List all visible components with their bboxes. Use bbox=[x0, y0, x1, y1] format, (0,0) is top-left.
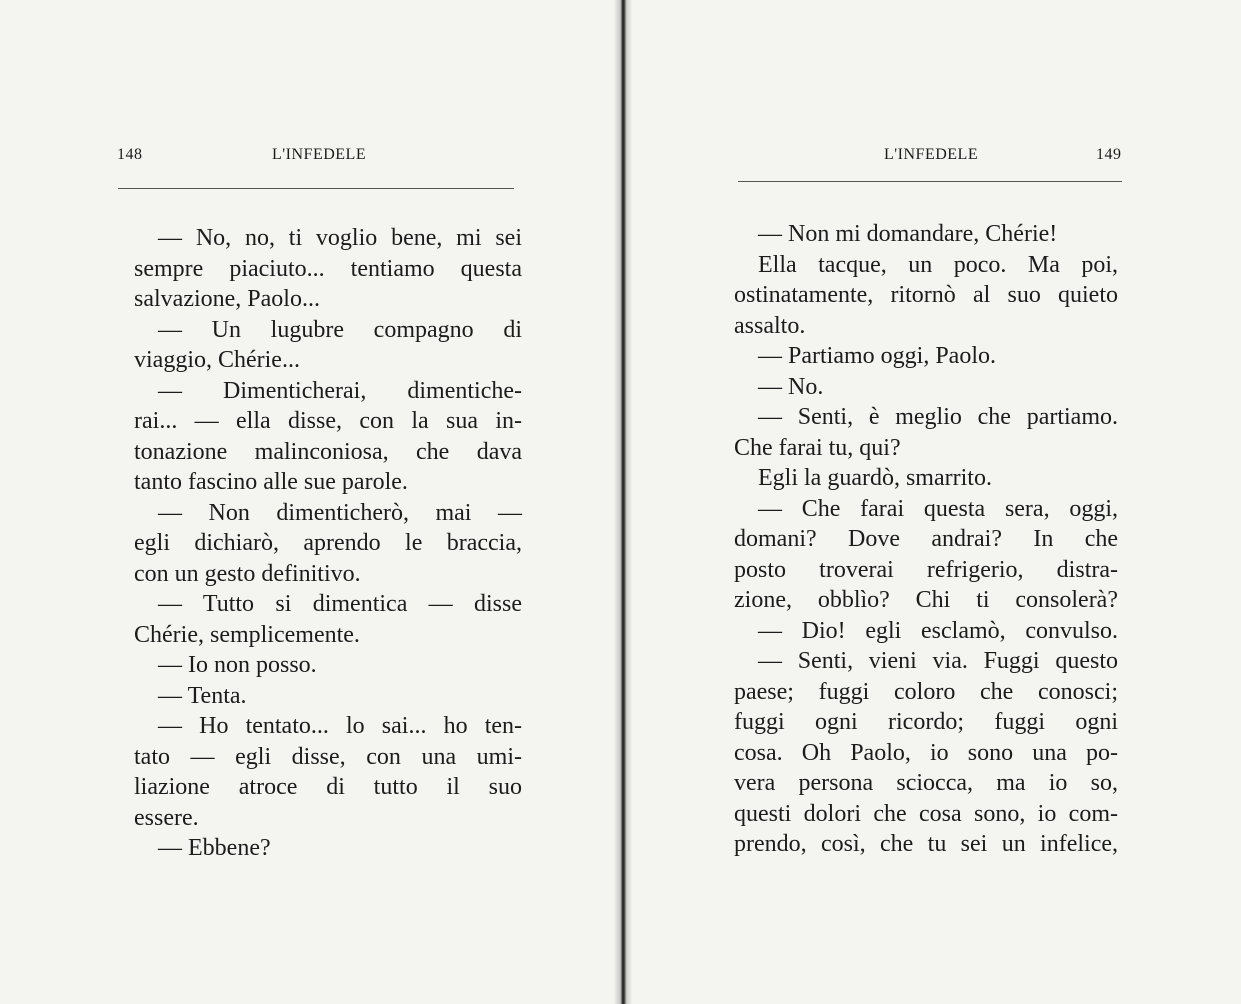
text-line: — Non mi domandare, Chérie! bbox=[758, 221, 1058, 247]
right-text-block bbox=[734, 219, 1118, 860]
text-line: — Tutto si dimentica — disse bbox=[158, 591, 522, 617]
book-gutter bbox=[614, 0, 632, 1004]
text-line: — No. bbox=[758, 373, 824, 400]
text-line: — Dimenticherai, dimentiche- bbox=[158, 377, 522, 404]
right-page-number: 149 bbox=[1096, 146, 1122, 163]
text-line: essere. bbox=[134, 804, 199, 831]
text-line: viaggio, Chérie... bbox=[134, 347, 300, 373]
text-line: Chérie, semplicemente. bbox=[134, 621, 360, 648]
text-line: salvazione, Paolo... bbox=[134, 286, 320, 312]
text-line: zione, obblìo? Chi ti consolerà? bbox=[734, 587, 1118, 613]
text-line: fuggi ogni ricordo; fuggi ogni bbox=[734, 709, 1118, 735]
text-line: — Senti, è meglio che partiamo. bbox=[758, 404, 1118, 430]
right-running-title: L'INFEDELE bbox=[884, 146, 979, 163]
text-line: Ella tacque, un poco. Ma poi, bbox=[758, 251, 1118, 278]
text-line: questi dolori che cosa sono, io com- bbox=[734, 800, 1118, 827]
text-line: — No, no, ti voglio bene, mi sei bbox=[158, 225, 522, 251]
text-line: tanto fascino alle sue parole. bbox=[134, 469, 408, 495]
left-page-number: 148 bbox=[117, 146, 143, 163]
text-line: posto troverai refrigerio, distra- bbox=[734, 556, 1118, 583]
text-line: — Io non posso. bbox=[158, 652, 317, 678]
text-line: — Ebbene? bbox=[158, 835, 271, 861]
text-line: cosa. Oh Paolo, io sono una po- bbox=[734, 739, 1118, 766]
text-line: — Senti, vieni via. Fuggi questo bbox=[758, 648, 1118, 674]
text-line: vera persona sciocca, ma io so, bbox=[734, 770, 1118, 796]
text-line: sempre piaciuto... tentiamo questa bbox=[134, 255, 522, 282]
text-line: Egli la guardò, smarrito. bbox=[758, 465, 992, 491]
text-line: — Tenta. bbox=[158, 682, 247, 709]
text-line: assalto. bbox=[734, 312, 806, 339]
text-line: domani? Dove andrai? In che bbox=[734, 526, 1118, 552]
text-line: — Partiamo oggi, Paolo. bbox=[758, 343, 996, 369]
right-header-rule bbox=[738, 181, 1122, 182]
text-line: — Ho tentato... lo sai... ho ten- bbox=[158, 713, 522, 739]
text-line: ostinatamente, ritornò al suo quieto bbox=[734, 282, 1118, 308]
left-header-rule bbox=[118, 188, 514, 189]
text-line: — Dio! egli esclamò, convulso. bbox=[758, 617, 1118, 644]
text-line: rai... — ella disse, con la sua in- bbox=[134, 408, 522, 434]
text-line: liazione atroce di tutto il suo bbox=[134, 774, 522, 800]
left-text-block bbox=[134, 223, 522, 864]
text-line: tonazione malinconiosa, che dava bbox=[134, 438, 522, 465]
left-running-title: L'INFEDELE bbox=[272, 146, 367, 163]
text-line: Che farai tu, qui? bbox=[734, 434, 901, 461]
text-line: — Che farai questa sera, oggi, bbox=[758, 495, 1118, 522]
text-line: tato — egli disse, con una umi- bbox=[134, 743, 522, 770]
text-line: con un gesto definitivo. bbox=[134, 560, 361, 587]
text-line: — Un lugubre compagno di bbox=[158, 316, 522, 343]
text-line: prendo, così, che tu sei un infelice, bbox=[734, 831, 1118, 857]
text-line: paese; fuggi coloro che conosci; bbox=[734, 678, 1118, 705]
text-line: — Non dimenticherò, mai — bbox=[158, 499, 522, 526]
right-page bbox=[626, 0, 1241, 1004]
text-line: egli dichiarò, aprendo le braccia, bbox=[134, 530, 522, 556]
